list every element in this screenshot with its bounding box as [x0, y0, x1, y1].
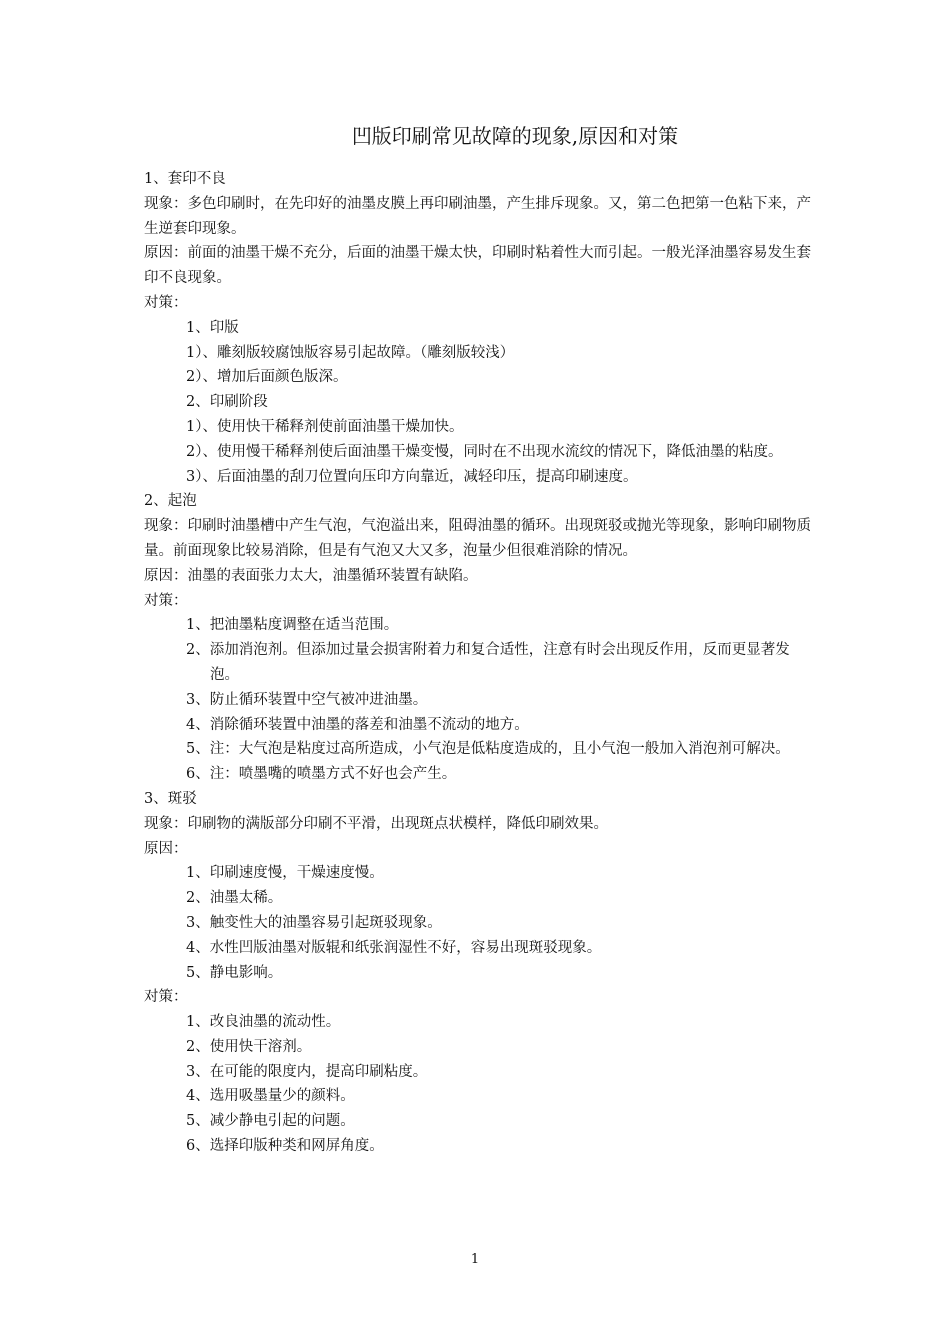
list-item: 3、在可能的限度内，提高印刷粘度。 — [186, 1063, 428, 1080]
list-item: 4、水性凹版油墨对版辊和纸张润湿性不好，容易出现斑驳现象。 — [186, 939, 602, 956]
document-title: 凹版印刷常见故障的现象,原因和对策 — [351, 124, 679, 148]
measures-label: 对策： — [144, 294, 188, 311]
cause-text: 原因：前面的油墨干燥不充分，后面的油墨干燥太快，印刷时粘着性大而引起。一般光泽油墨容易发生套印不良现象。 — [144, 245, 811, 287]
list-item: 2、使用快干溶剂。 — [186, 1038, 312, 1055]
list-item: 4、选用吸墨量少的颜料。 — [186, 1088, 355, 1105]
cause-label: 原因： — [144, 840, 188, 857]
list-item: 2、印刷阶段 — [186, 394, 268, 411]
list-item: 4、消除循环装置中油墨的落差和油墨不流动的地方。 — [186, 716, 529, 733]
list-item: 3、触变性大的油墨容易引起斑驳现象。 — [186, 914, 442, 931]
phenomenon-text: 现象：印刷物的满版部分印刷不平滑，出现斑点状模样，降低印刷效果。 — [144, 815, 608, 832]
cause-text: 原因：油墨的表面张力太大，油墨循环装置有缺陷。 — [144, 567, 478, 584]
list-item: 2、添加消泡剂。但添加过量会损害附着力和复合适性，注意有时会出现反作用，反而更显著发泡。 — [186, 642, 790, 683]
measures-list — [144, 613, 812, 787]
page-number: 1 — [470, 1252, 480, 1267]
list-item: 1）、使用快干稀释剂使前面油墨干燥加快。 — [186, 418, 464, 435]
measures-list — [144, 316, 812, 490]
phenomenon-text: 现象：多色印刷时，在先印好的油墨皮膜上再印刷油墨，产生排斥现象。又，第二色把第一色粘下来，产生逆套印现象。 — [144, 195, 811, 237]
list-item: 3）、后面油墨的刮刀位置向压印方向靠近，减轻印压，提高印刷速度。 — [186, 468, 638, 485]
list-item: 3、防止循环装置中空气被冲进油墨。 — [186, 691, 428, 708]
cause-list — [144, 861, 812, 985]
section-heading: 2、起泡 — [144, 493, 197, 510]
measures-label: 对策： — [144, 989, 188, 1006]
list-item: 5、静电影响。 — [186, 964, 283, 981]
list-item: 6、注：喷墨嘴的喷墨方式不好也会产生。 — [186, 766, 457, 783]
list-item: 5、注：大气泡是粘度过高所造成，小气泡是低粘度造成的，且小气泡一般加入消泡剂可解决。 — [186, 741, 790, 758]
list-item: 1、改良油墨的流动性。 — [186, 1014, 341, 1031]
measures-list — [144, 1010, 812, 1159]
list-item: 1、把油墨粘度调整在适当范围。 — [186, 617, 399, 634]
list-item: 1）、雕刻版较腐蚀版容易引起故障。（雕刻版较浅） — [186, 344, 515, 361]
section-heading: 1、套印不良 — [144, 171, 226, 187]
list-item: 5、减少静电引起的问题。 — [186, 1113, 355, 1130]
measures-label: 对策： — [144, 592, 188, 609]
list-item: 2、油墨太稀。 — [186, 890, 283, 907]
phenomenon-text: 现象：印刷时油墨槽中产生气泡，气泡溢出来，阻碍油墨的循环。出现斑驳或抛光等现象，影响印刷物质量。前面现象比较易消除，但是有气泡又大又多，泡量少但很难消除的情况。 — [144, 518, 811, 559]
list-item: 1、印刷速度慢，干燥速度慢。 — [186, 865, 384, 882]
list-item: 2）、使用慢干稀释剂使后面油墨干燥变慢，同时在不出现水流纹的情况下，降低油墨的粘度。 — [186, 443, 783, 460]
list-item: 6、选择印版种类和网屏角度。 — [186, 1138, 384, 1155]
list-item: 2）、增加后面颜色版深。 — [186, 369, 348, 386]
list-item: 1、印版 — [186, 319, 239, 336]
section-heading: 3、斑驳 — [144, 790, 197, 807]
document-body — [144, 167, 812, 1159]
